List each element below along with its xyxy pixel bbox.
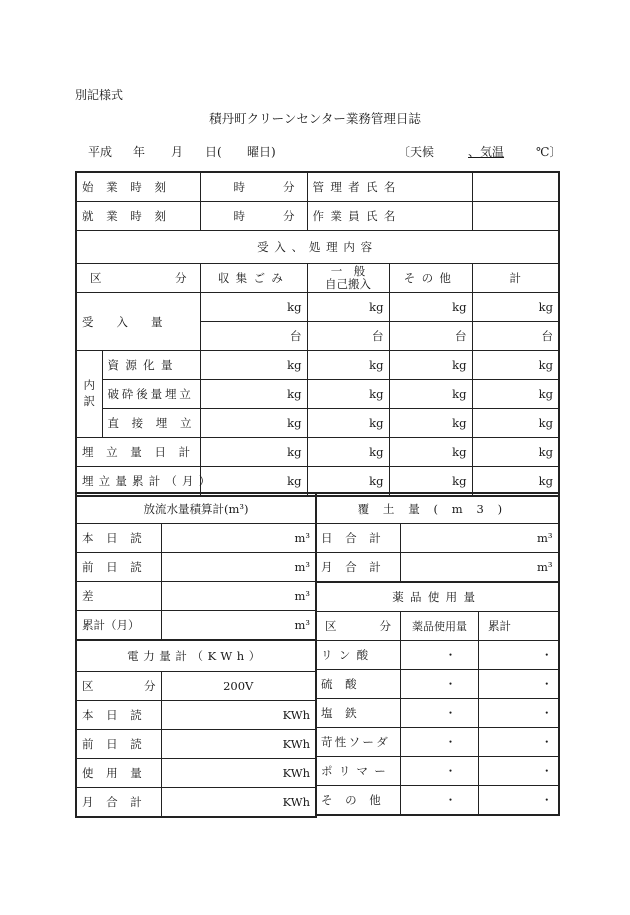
crushed-collection-kg[interactable]: kg <box>200 380 307 409</box>
date-month: 月 <box>171 145 184 159</box>
chem-label-other: その他 <box>316 786 401 816</box>
crushed-general-kg[interactable]: kg <box>307 380 389 409</box>
power-title-row <box>76 640 316 672</box>
crushed-other-kg[interactable]: kg <box>389 380 472 409</box>
breakdown-row-crushed <box>76 380 559 409</box>
recycle-other-kg[interactable]: kg <box>389 351 472 380</box>
col-general-header: 一 般 自己搬入 <box>307 264 389 293</box>
breakdown-row-direct <box>76 409 559 438</box>
received-general-kg[interactable]: kg <box>307 293 389 322</box>
power-today-label: 本日読 <box>76 701 161 730</box>
discharge-power-table <box>75 492 317 818</box>
received-total-kg[interactable]: kg <box>472 293 559 322</box>
col-collection-header: 収集ごみ <box>200 264 307 293</box>
recycle-general-kg[interactable]: kg <box>307 351 389 380</box>
discharge-row-today <box>76 524 316 553</box>
landfill-daily-row <box>76 438 559 467</box>
power-category-header: 区 分 <box>76 672 161 701</box>
cover-day-value[interactable]: m³ <box>401 524 559 553</box>
chem-ferric-cum[interactable]: ・ <box>479 699 559 728</box>
chem-row <box>316 641 559 670</box>
discharge-prev-label: 前日読 <box>76 553 161 582</box>
date-year: 年 <box>133 145 146 159</box>
chem-polymer-cum[interactable]: ・ <box>479 757 559 786</box>
received-general-units[interactable]: 台 <box>307 322 389 351</box>
chem-usage-header: 薬品使用量 <box>401 612 479 641</box>
cover-chemicals-table <box>315 492 560 816</box>
discharge-prev-value[interactable]: m³ <box>161 553 316 582</box>
power-header-row <box>76 672 316 701</box>
power-prev-value[interactable]: KWh <box>161 730 316 759</box>
chem-sulfuric-cum[interactable]: ・ <box>479 670 559 699</box>
chem-label-caustic: 苛性ソーダ <box>316 728 401 757</box>
chem-label-sulfuric: 硫酸 <box>316 670 401 699</box>
end-time-row <box>76 202 559 231</box>
end-time-hour-cell[interactable]: 時 分 <box>200 202 307 231</box>
work-log-table <box>75 171 560 497</box>
receipt-header-row <box>76 264 559 293</box>
chem-label-polymer: ポリマー <box>316 757 401 786</box>
cover-title-row <box>316 493 559 524</box>
chem-row <box>316 670 559 699</box>
power-usage-label: 使用量 <box>76 759 161 788</box>
chem-phosphoric-cum[interactable]: ・ <box>479 641 559 670</box>
end-time-label: 就業時刻 <box>76 202 200 231</box>
col-category-header: 区 分 <box>76 264 200 293</box>
discharge-cum-value[interactable]: m³ <box>161 611 316 641</box>
weather-open: 〔天候 <box>398 145 435 159</box>
start-time-label: 始業時刻 <box>76 172 200 202</box>
landfill-daily-total-kg[interactable]: kg <box>472 438 559 467</box>
power-month-value[interactable]: KWh <box>161 788 316 818</box>
breakdown-crushed-label: 破砕後量埋立 <box>102 380 200 409</box>
chem-row <box>316 699 559 728</box>
power-row-month <box>76 788 316 818</box>
manager-name-field[interactable] <box>472 172 559 202</box>
chem-other-cum[interactable]: ・ <box>479 786 559 816</box>
discharge-row-diff <box>76 582 316 611</box>
discharge-title: 放流水量積算計(m³) <box>76 493 316 524</box>
cover-row-month <box>316 553 559 583</box>
chem-row <box>316 728 559 757</box>
temp-sep: 、気温 <box>468 145 505 159</box>
manager-label: 管理者氏名 <box>307 172 472 202</box>
landfill-cum-other-kg[interactable]: kg <box>389 467 472 497</box>
received-collection-units[interactable]: 台 <box>200 322 307 351</box>
received-other-units[interactable]: 台 <box>389 322 472 351</box>
landfill-cum-label: 埋立量累計（月） <box>76 467 200 497</box>
power-voltage-header: 200V <box>161 672 316 701</box>
chem-polymer-usage[interactable]: ・ <box>401 757 479 786</box>
worker-label: 作業員氏名 <box>307 202 472 231</box>
discharge-today-label: 本日読 <box>76 524 161 553</box>
discharge-diff-value[interactable]: m³ <box>161 582 316 611</box>
landfill-daily-other-kg[interactable]: kg <box>389 438 472 467</box>
chem-title-row <box>316 582 559 612</box>
chem-phosphoric-usage[interactable]: ・ <box>401 641 479 670</box>
power-row-today <box>76 701 316 730</box>
recycle-collection-kg[interactable]: kg <box>200 351 307 380</box>
crushed-total-kg[interactable]: kg <box>472 380 559 409</box>
chem-row <box>316 757 559 786</box>
received-label: 受 入 量 <box>76 293 200 351</box>
landfill-cum-total-kg[interactable]: kg <box>472 467 559 497</box>
start-time-row <box>76 172 559 202</box>
direct-general-kg[interactable]: kg <box>307 409 389 438</box>
power-prev-label: 前日読 <box>76 730 161 759</box>
recycle-total-kg[interactable]: kg <box>472 351 559 380</box>
date-weekday: 曜日) <box>247 145 276 159</box>
landfill-cum-collection-kg[interactable]: kg <box>200 467 307 497</box>
direct-total-kg[interactable]: kg <box>472 409 559 438</box>
col-total-header: 計 <box>472 264 559 293</box>
chem-cumulative-header: 累計 <box>479 612 559 641</box>
chem-caustic-usage[interactable]: ・ <box>401 728 479 757</box>
chem-label-ferric: 塩鉄 <box>316 699 401 728</box>
breakdown-direct-label: 直接埋立 <box>102 409 200 438</box>
power-month-label: 月合計 <box>76 788 161 818</box>
page-title: 積丹町クリーンセンター業務管理日誌 <box>209 111 421 126</box>
section-title-row <box>76 231 559 264</box>
received-other-kg[interactable]: kg <box>389 293 472 322</box>
landfill-cum-general-kg[interactable]: kg <box>307 467 389 497</box>
form-label: 別記様式 <box>75 88 124 102</box>
power-usage-value[interactable]: KWh <box>161 759 316 788</box>
landfill-daily-label: 埋立量日計 <box>76 438 200 467</box>
breakdown-label: 内訳 <box>76 351 102 438</box>
chem-row <box>316 786 559 816</box>
received-collection-kg[interactable]: kg <box>200 293 307 322</box>
discharge-row-prev <box>76 553 316 582</box>
chem-caustic-cum[interactable]: ・ <box>479 728 559 757</box>
chem-other-usage[interactable]: ・ <box>401 786 479 816</box>
date-era: 平成 <box>88 145 113 159</box>
power-row-prev <box>76 730 316 759</box>
chem-label-phosphoric: リン酸 <box>316 641 401 670</box>
discharge-today-value[interactable]: m³ <box>161 524 316 553</box>
chem-sulfuric-usage[interactable]: ・ <box>401 670 479 699</box>
weather-line <box>398 143 561 160</box>
breakdown-row-recycle <box>76 351 559 380</box>
breakdown-recycle-label: 資源化量 <box>102 351 200 380</box>
chem-category-header: 区 分 <box>316 612 401 641</box>
receipt-section-title: 受入、処理内容 <box>76 231 559 264</box>
discharge-row-cum <box>76 611 316 641</box>
cover-month-label: 月合計 <box>316 553 401 583</box>
power-title: 電力量計（KWh） <box>76 640 316 672</box>
cover-month-value[interactable]: m³ <box>401 553 559 583</box>
received-kg-row <box>76 293 559 322</box>
cover-title: 覆土量(m3) <box>316 493 559 524</box>
landfill-daily-general-kg[interactable]: kg <box>307 438 389 467</box>
chem-ferric-usage[interactable]: ・ <box>401 699 479 728</box>
power-row-usage <box>76 759 316 788</box>
discharge-cum-label: 累計（月） <box>76 611 161 641</box>
discharge-title-row <box>76 493 316 524</box>
cover-row-day <box>316 524 559 553</box>
cover-day-label: 日合計 <box>316 524 401 553</box>
direct-collection-kg[interactable]: kg <box>200 409 307 438</box>
date-line <box>88 143 287 160</box>
power-today-value[interactable]: KWh <box>161 701 316 730</box>
received-total-units[interactable]: 台 <box>472 322 559 351</box>
weather-close: ℃〕 <box>536 145 562 159</box>
chem-header-row <box>316 612 559 641</box>
start-time-hour-cell[interactable]: 時 分 <box>200 172 307 202</box>
date-day: 日( <box>205 145 222 159</box>
worker-name-field[interactable] <box>472 202 559 231</box>
chem-title: 薬品使用量 <box>316 582 559 612</box>
col-other-header: その他 <box>389 264 472 293</box>
direct-other-kg[interactable]: kg <box>389 409 472 438</box>
landfill-daily-collection-kg[interactable]: kg <box>200 438 307 467</box>
discharge-diff-label: 差 <box>76 582 161 611</box>
